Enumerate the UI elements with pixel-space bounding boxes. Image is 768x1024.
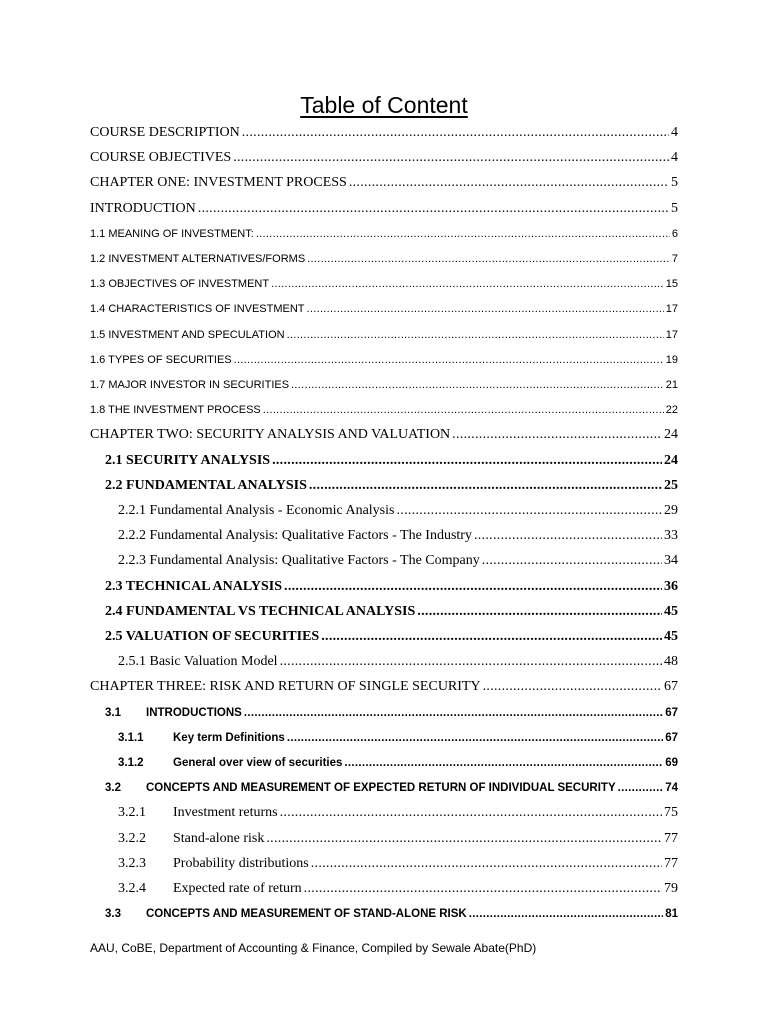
toc-entry-page-number: 67 (664, 679, 678, 695)
toc-entry-page-number: 81 (665, 908, 678, 921)
toc-entry[interactable] (90, 273, 678, 295)
toc-entry-page-number: 4 (671, 150, 678, 166)
toc-entry-page-number: 21 (665, 379, 678, 391)
toc-entry-page-number: 79 (664, 881, 678, 896)
toc-dot-leader (344, 752, 663, 774)
toc-entry[interactable] (118, 878, 678, 900)
toc-entry-label: 2.5.1 Basic Valuation Model (118, 654, 278, 670)
toc-dot-leader (417, 601, 662, 623)
toc-entry[interactable] (90, 172, 678, 194)
toc-entry[interactable] (90, 374, 678, 396)
toc-entry[interactable] (118, 525, 678, 547)
toc-dot-leader (242, 122, 669, 144)
toc-entry-page-number: 6 (671, 227, 678, 240)
toc-entry[interactable] (105, 777, 678, 799)
toc-entry[interactable] (90, 122, 678, 144)
toc-entry[interactable] (105, 475, 678, 497)
toc-dot-leader (474, 525, 662, 547)
toc-entry[interactable] (118, 828, 678, 850)
toc-entry-label: CONCEPTS AND MEASUREMENT OF STAND-ALONE RISK (146, 908, 467, 921)
toc-entry-page-number: 34 (664, 553, 678, 569)
toc-entry-page-number: 48 (664, 654, 678, 670)
toc-entry-number: 3.2.4 (118, 881, 146, 896)
toc-dot-leader (287, 324, 664, 346)
toc-entry-page-number: 69 (665, 757, 678, 769)
toc-entry-label: 1.8 THE INVESTMENT PROCESS (90, 404, 261, 417)
toc-entry-page-number: 22 (665, 404, 678, 417)
toc-dot-leader (618, 777, 664, 799)
toc-entry-label: 2.5 VALUATION OF SECURITIES (105, 629, 320, 644)
toc-entry-number: 3.2.2 (118, 830, 146, 846)
toc-entry[interactable] (90, 198, 678, 220)
toc-entry[interactable] (90, 676, 678, 698)
toc-dot-leader (280, 651, 662, 673)
toc-dot-leader (280, 802, 662, 824)
toc-entry-label: Expected rate of return (173, 881, 302, 896)
toc-entry[interactable] (118, 500, 678, 522)
toc-entry-label: 2.1 SECURITY ANALYSIS (105, 452, 271, 468)
toc-entry-page-number: 29 (664, 503, 678, 518)
toc-entry-number: 3.1 (105, 706, 121, 719)
toc-dot-leader (482, 550, 662, 572)
toc-entry-page-number: 75 (664, 805, 678, 821)
toc-dot-leader (234, 349, 664, 371)
toc-entry-label: 1.3 OBJECTIVES OF INVESTMENT (90, 278, 270, 291)
toc-entry[interactable] (105, 702, 678, 724)
toc-entry-label: COURSE OBJECTIVES (90, 150, 232, 166)
toc-entry-page-number: 5 (671, 200, 678, 216)
toc-entry[interactable] (118, 752, 678, 774)
toc-entry-page-number: 24 (664, 452, 678, 468)
toc-entry[interactable] (105, 576, 678, 598)
toc-entry-page-number: 67 (665, 706, 678, 719)
toc-entry-number: 3.1.2 (118, 757, 144, 769)
toc-dot-leader (244, 702, 663, 724)
toc-entry-page-number: 36 (664, 578, 678, 594)
toc-dot-leader (349, 172, 669, 194)
toc-entry-label: 2.2.1 Fundamental Analysis - Economic Analysis (118, 503, 395, 518)
toc-dot-leader (271, 273, 664, 295)
toc-entry-label: CONCEPTS AND MEASUREMENT OF EXPECTED RETURN OF INDIVIDUAL SECURITY (146, 782, 616, 795)
toc-entry-page-number: 5 (671, 175, 678, 191)
toc-dot-leader (321, 626, 662, 648)
toc-dot-leader (263, 399, 664, 421)
toc-entry-page-number: 45 (664, 629, 678, 644)
toc-dot-leader (256, 223, 670, 245)
toc-dot-leader (272, 450, 662, 472)
toc-entry-label: 2.4 FUNDAMENTAL VS TECHNICAL ANALYSIS (105, 603, 416, 619)
toc-dot-leader (483, 676, 662, 698)
toc-entry-page-number: 15 (665, 278, 678, 291)
toc-entry[interactable] (90, 248, 678, 270)
toc-entry-page-number: 74 (665, 782, 678, 795)
toc-entry-label: Investment returns (173, 805, 278, 821)
toc-entry[interactable] (105, 903, 678, 925)
toc-dot-leader (198, 198, 669, 220)
toc-entry-label: 1.2 INVESTMENT ALTERNATIVES/FORMS (90, 253, 306, 265)
toc-entry-number: 3.2.1 (118, 805, 146, 821)
toc-entry-label: 2.2 FUNDAMENTAL ANALYSIS (105, 477, 307, 493)
toc-entry-label: COURSE DESCRIPTION (90, 125, 240, 140)
toc-dot-leader (307, 298, 664, 320)
toc-entry-label: 2.2.2 Fundamental Analysis: Qualitative Factors - The Industry (118, 528, 472, 544)
toc-entry-page-number: 17 (665, 328, 678, 341)
toc-entry[interactable] (90, 223, 678, 245)
toc-entry-label: CHAPTER TWO: SECURITY ANALYSIS AND VALUATION (90, 427, 451, 443)
toc-entry-label: General over view of securities (173, 757, 343, 769)
toc-dot-leader (266, 828, 662, 850)
toc-entry-page-number: 4 (671, 125, 678, 140)
page-footer: AAU, CoBE, Department of Accounting & Finance, Compiled by Sewale Abate(PhD) (90, 941, 537, 955)
toc-entry[interactable] (105, 450, 678, 472)
toc-dot-leader (307, 248, 670, 270)
toc-entry-page-number: 24 (664, 427, 678, 443)
toc-dot-leader (291, 374, 664, 396)
toc-dot-leader (304, 878, 662, 900)
toc-entry[interactable] (118, 651, 678, 673)
toc-entry[interactable] (90, 147, 678, 169)
toc-dot-leader (311, 853, 662, 875)
toc-entry-label: 2.2.3 Fundamental Analysis: Qualitative Factors - The Company (118, 553, 480, 569)
toc-entry-label: 1.4 CHARACTERISTICS OF INVESTMENT (90, 303, 305, 316)
toc-entry-number: 3.2 (105, 782, 121, 795)
toc-entry-label: CHAPTER THREE: RISK AND RETURN OF SINGLE SECURITY (90, 679, 481, 695)
toc-entry-page-number: 17 (665, 303, 678, 316)
toc-entry-label: 1.6 TYPES OF SECURITIES (90, 353, 232, 366)
toc-entry-page-number: 45 (664, 603, 678, 619)
page-title: Table of Content (300, 92, 468, 118)
toc-dot-leader (233, 147, 669, 169)
toc-entry-label: 1.1 MEANING OF INVESTMENT: (90, 227, 254, 240)
toc-entry[interactable] (118, 853, 678, 875)
toc-entry-label: 1.5 INVESTMENT AND SPECULATION (90, 328, 285, 341)
toc-dot-leader (287, 727, 663, 749)
toc-entry[interactable] (118, 550, 678, 572)
toc-entry-label: Probability distributions (173, 855, 309, 871)
toc-entry-label: CHAPTER ONE: INVESTMENT PROCESS (90, 175, 347, 191)
toc-entry-page-number: 33 (664, 528, 678, 544)
toc-entry[interactable] (90, 349, 678, 371)
toc-entry-number: 3.3 (105, 908, 121, 921)
toc-entry-page-number: 19 (665, 353, 678, 366)
toc-entry[interactable] (118, 727, 678, 749)
toc-dot-leader (469, 903, 663, 925)
toc-dot-leader (284, 576, 662, 598)
toc-entry-page-number: 7 (671, 253, 678, 265)
toc-entry[interactable] (90, 424, 678, 446)
toc-entry-label: INTRODUCTIONS (146, 706, 242, 719)
toc-dot-leader (452, 424, 662, 446)
toc-entry-number: 3.1.1 (118, 731, 144, 744)
toc-entry[interactable] (90, 324, 678, 346)
toc-entry-page-number: 77 (664, 855, 678, 871)
toc-entry-page-number: 67 (665, 731, 678, 744)
toc-dot-leader (396, 500, 662, 522)
toc-entry-label: INTRODUCTION (90, 200, 196, 216)
toc-entry-page-number: 25 (664, 477, 678, 493)
toc-entry[interactable] (105, 601, 678, 623)
toc-entry-label: Stand-alone risk (173, 830, 265, 846)
toc-entry[interactable] (105, 626, 678, 648)
toc-entry-page-number: 77 (664, 830, 678, 846)
toc-entry-label: Key term Definitions (173, 731, 285, 744)
toc-entry-label: 2.3 TECHNICAL ANALYSIS (105, 578, 283, 594)
toc-entry[interactable] (90, 399, 678, 421)
toc-entry-number: 3.2.3 (118, 855, 146, 871)
toc-entry[interactable] (118, 802, 678, 824)
toc-dot-leader (309, 475, 662, 497)
toc-entry-label: 1.7 MAJOR INVESTOR IN SECURITIES (90, 379, 290, 391)
toc-entry[interactable] (90, 298, 678, 320)
